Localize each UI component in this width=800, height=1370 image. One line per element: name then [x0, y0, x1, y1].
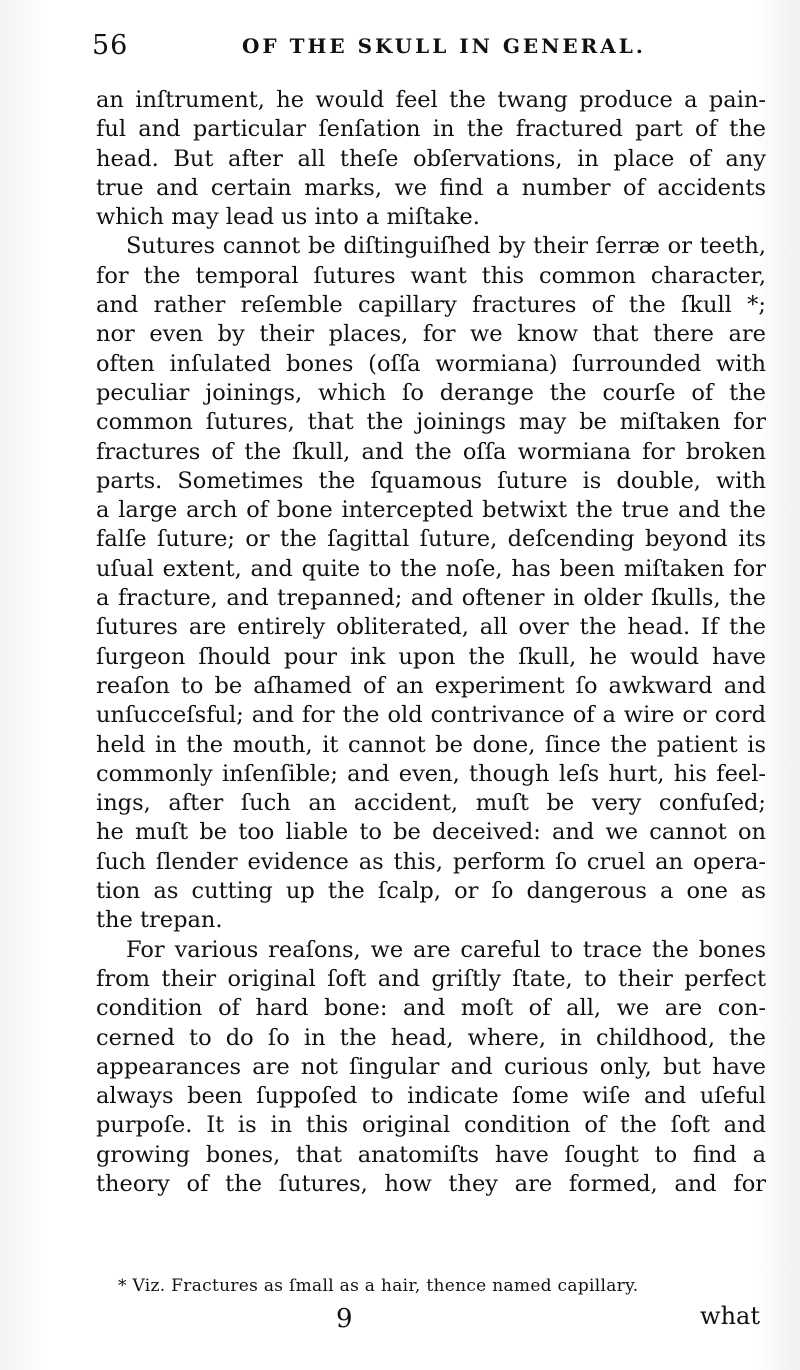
text-line: appearances are not ſingular and curious only, but have — [96, 1053, 766, 1080]
body-text — [96, 86, 766, 1199]
running-head: OF THE SKULL IN GENERAL. — [242, 34, 646, 58]
text-line: and rather reſemble capillary fractures of the ſkull *; — [96, 292, 766, 319]
text-line: theory of the ſutures, how they are formed, and for — [96, 1170, 766, 1197]
text-line: unſucceſsful; and for the old contrivance of a wire or cord — [96, 702, 766, 729]
text-line: purpoſe. It is in this original condition of the ſoft and — [96, 1112, 766, 1139]
text-line: For various reaſons, we are careful to trace the bones — [126, 936, 766, 963]
footnote: * Viz. Fractures as ſmall as a hair, thence named capillary. — [118, 1276, 639, 1296]
text-line: tion as cutting up the ſcalp, or ſo dangerous a one as — [96, 878, 766, 905]
text-line: true and certain marks, we find a number of accidents — [96, 174, 766, 201]
text-line: an inſtrument, he would feel the twang produce a pain- — [96, 87, 766, 113]
text-line: ſurgeon ſhould pour ink upon the ſkull, he would have — [96, 643, 766, 670]
text-line: from their original ſoft and griſtly ſtate, to their perfect — [96, 965, 766, 992]
text-line: head. But after all theſe obſervations, in place of any — [96, 145, 766, 172]
paragraph-2 — [96, 232, 766, 935]
text-line: falſe ſuture; or the ſagittal ſuture, deſcending beyond its — [96, 526, 766, 553]
text-line: which may lead us into a miſtake. — [96, 204, 480, 231]
text-line: growing bones, that anatomiſts have ſought to find a — [96, 1141, 766, 1168]
page-header — [92, 30, 772, 64]
text-line: he muſt be too liable to be deceived: and we cannot on — [96, 819, 766, 846]
text-line: often inſulated bones (oſſa wormiana) ſurrounded with — [96, 350, 766, 377]
text-line: peculiar joinings, which ſo derange the courſe of the — [96, 379, 766, 406]
text-line: uſual extent, and quite to the noſe, has been miſtaken for — [96, 555, 766, 582]
text-line: ful and particular ſenſation in the fractured part of the — [96, 116, 766, 143]
text-line: parts. Sometimes the ſquamous ſuture is double, with — [96, 467, 766, 494]
text-line: nor even by their places, for we know that there are — [96, 321, 766, 348]
signature-mark: 9 — [336, 1304, 353, 1334]
text-line: cerned to do ſo in the head, where, in childhood, the — [96, 1024, 766, 1051]
text-line: commonly inſenſible; and even, though leſs hurt, his feel- — [96, 760, 766, 787]
text-line: for the temporal ſutures want this common character, — [96, 262, 766, 289]
paragraph-3 — [96, 936, 766, 1200]
page-number: 56 — [92, 30, 129, 61]
text-line: a fracture, and trepanned; and oftener in older ſkulls, the — [96, 585, 766, 612]
paragraph-1 — [96, 86, 766, 232]
text-line: always been ſuppoſed to indicate ſome wiſe and uſeful — [96, 1083, 766, 1110]
text-line: the trepan. — [96, 907, 223, 934]
text-line: ſuch ſlender evidence as this, perform ſo cruel an opera- — [96, 848, 766, 875]
text-line: held in the mouth, it cannot be done, ſince the patient is — [96, 731, 766, 758]
catchword: what — [700, 1302, 760, 1330]
text-line: a large arch of bone intercepted betwixt the true and the — [96, 497, 766, 524]
text-line: ings, after ſuch an accident, muſt be very confuſed; — [96, 790, 766, 817]
text-line: common ſutures, that the joinings may be miſtaken for — [96, 409, 766, 436]
text-line: reaſon to be aſhamed of an experiment ſo awkward and — [96, 672, 766, 699]
text-line: ſutures are entirely obliterated, all over the head. If the — [96, 614, 766, 641]
text-line: fractures of the ſkull, and the oſſa wormiana for broken — [96, 438, 766, 465]
text-line: Sutures cannot be diſtinguiſhed by their ſerræ or teeth, — [126, 233, 766, 260]
text-line: condition of hard bone: and moſt of all, we are con- — [96, 995, 766, 1022]
